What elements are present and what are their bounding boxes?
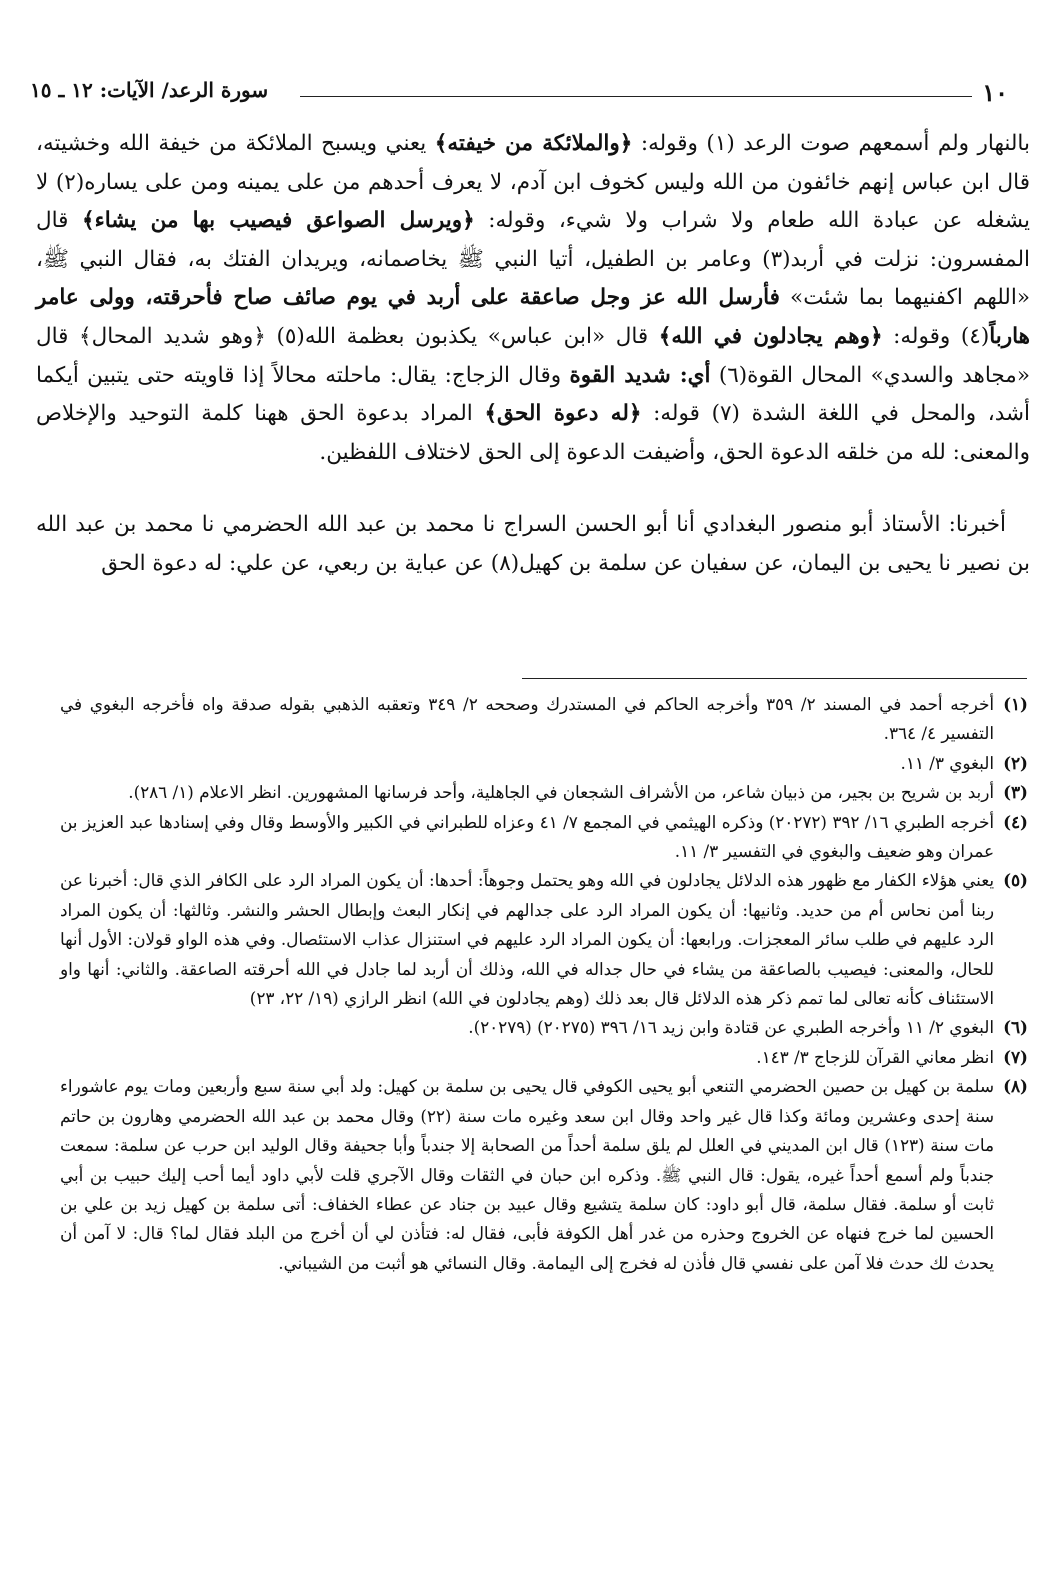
footnote-text: يعني هؤلاء الكفار مع ظهور هذه الدلائل يجادلون في الله وهو يحتمل وجوهاً: أحدها: أن يكون المراد الرد على الكافر الذي قال: أخبرنا عن ربنا أمن نحاس أم من حديد. وثانيها: أن يكون المراد الرد على جدالهم في إنكار البعث وإبطال الحشر والنشر. وثالثها: أن يكون المراد الرد عليهم في طلب سائر المعجزات. ورابعها: أن يكون المراد الرد عليهم في استنزال عذاب الاستئصال. وفي هذه الواو قولان: الأول أنها للحال، والمعنى: فيصيب بالصاعقة من يشاء في حال جداله في الله، وذلك أن أربد لما جادل في الله أحرقته الصاعقة. والثاني: أنها واو الاستئناف كأنه تعالى لما تمم ذكر هذه الدلائل قال بعد ذلك (وهم يجادلون في الله) انظر الرازي (١٩/ ٢٢، ٢٣) bbox=[60, 870, 994, 1009]
text-segment: بالنهار ولم أسمعهم صوت الرعد bbox=[734, 131, 1030, 156]
footnote bbox=[60, 749, 1028, 778]
bold-segment: ﴿له دعوة الحق﴾ bbox=[484, 401, 642, 427]
footnote-text: سلمة بن كهيل بن حصين الحضرمي التنعي أبو يحيى الكوفي قال يحيى بن سلمة بن كهيل: ولد أبي سنة سبع وأربعين ومات يوم عاشوراء سنة إحدى وعشرين ومائة وكذا قال غير واحد وقال ابن سعد وغيره مات سنة (٢٢) وقال محمد بن عبد الله الحضرمي وهارون بن حاتم مات سنة (١٢٣) قال ابن المديني في العلل لم يلق سلمة أحداً من الصحابة إلا جندباً وأبا جحيفة وقال الوليد ابن حرب عن سلمة: سمعت جندباً ولم أسمع أحداً غيره، يقول: قال النبي ﷺ. وذكره ابن حبان في الثقات وقال الآجري قلت لأبي داود أيما أحب إليك حبيب بن أبي ثابت أو سلمة. فقال سلمة، قال أبو داود: كان سلمة يتشيع وقال عبيد بن جناد عن عطاء الخفاف: أتى سلمة بن كهيل زيد بن علي بن الحسين لما خرج فنهاه عن الخروج وحذره من غدر أهل الكوفة فأبى، فقال له: فتأذن لي أن أخرج من البلد فقال لما؟ قال: لا آمن أن يحدث لك حدث فلا آمن على نفسي قال فأذن له فخرج إلى اليمامة. وقال النسائي هو أثبت من الشيباني. bbox=[60, 1076, 994, 1273]
bold-segment: ﴿وهم يجادلون في الله﴾ bbox=[658, 323, 883, 349]
text-segment: لا يشغله عن عبادة الله طعام ولا شراب ولا شيء، وقوله: bbox=[36, 169, 1030, 234]
text-segment: (٣) bbox=[762, 246, 791, 272]
text-segment: يعني ويسبح الملائكة من خيفة الله وخشيته، قال ابن عباس إنهم خائفون من الله وليس كخوف ابن آدم، لا يعرف أحدهم من على يمينه ومن على يساره bbox=[36, 131, 1030, 195]
page-number: ١٠ bbox=[982, 78, 1008, 107]
footnote-separator bbox=[522, 678, 1027, 679]
text-segment: قال المفسرون: نزلت في أربد bbox=[36, 208, 1030, 272]
footnote-number: (٧) bbox=[1003, 1046, 1028, 1067]
page-header bbox=[30, 78, 1020, 108]
footnote-number: (٤) bbox=[1003, 811, 1028, 832]
footnote-number: (٣) bbox=[1003, 782, 1028, 803]
text-segment: المراد بدعوة الحق ههنا كلمة التوحيد والإخلاص والمعنى: لله من خلقه الدعوة الحق، وأضيفت الدعوة إلى الحق لاختلاف اللفظين. bbox=[36, 401, 1030, 465]
bold-segment: ﴿ويرسل الصواعق فيصيب بها من يشاء﴾ bbox=[81, 208, 475, 234]
footnote bbox=[60, 1043, 1028, 1072]
text-segment: (٧) bbox=[711, 401, 740, 427]
main-text bbox=[36, 125, 1030, 584]
text-segment: (٥) bbox=[276, 323, 305, 349]
text-segment: (٤) bbox=[960, 323, 990, 349]
text-segment: وقال الزجاج: يقال: ماحلته محالاً إذا قاويته حتى يتبين أيكما أشد، والمحل في اللغة الشدة bbox=[36, 362, 1031, 427]
footnote bbox=[60, 1013, 1028, 1042]
bold-segment: أي: شديد القوة bbox=[569, 362, 711, 388]
text-segment: أخبرنا: الأستاذ أبو منصور البغدادي أنا أبو الحسن السراج نا محمد بن عبد الله الحضرمي نا محمد بن عبد الله بن نصير نا يحيى بن اليمان، عن سفيان عن سلمة بن كهيل bbox=[36, 512, 1030, 576]
footnote-text: أربد بن شريح بن بجير، من ذبيان شاعر، من الأشراف الشجعان في الجاهلية، وأحد فرسانها المشهورين. انظر الاعلام (١/ ٢٨٦). bbox=[128, 782, 994, 803]
text-segment: (١) bbox=[706, 131, 735, 156]
text-segment: وقوله: bbox=[882, 323, 961, 349]
text-segment: وعامر بن الطفيل، أتيا النبي ﷺ يخاصمانه، ويريدان الفتك به، فقال النبي ﷺ، «اللهم اكفنيهما بما شئت» bbox=[36, 246, 1030, 311]
footnote-text: أخرجه أحمد في المسند ٢/ ٣٥٩ وأخرجه الحاكم في المستدرك وصححه ٢/ ٣٤٩ وتعقبه الذهبي بقوله صدقة واه فأخرجه البغوي في التفسير ٤/ ٣٦٤. bbox=[60, 694, 994, 744]
text-segment: قال «ابن عباس» يكذبون بعظمة الله bbox=[304, 323, 659, 349]
footnote bbox=[60, 866, 1028, 1013]
header-rule bbox=[300, 96, 972, 97]
text-segment: (٦) bbox=[718, 362, 748, 388]
footnote-text: البغوي ٣/ ١١. bbox=[900, 752, 994, 773]
footnote bbox=[60, 808, 1028, 867]
footnote-number: (٢) bbox=[1003, 752, 1028, 773]
footnote-number: (٨) bbox=[1003, 1076, 1028, 1097]
footnote-text: أخرجه الطبري ١٦/ ٣٩٢ (٢٠٢٧٢) وذكره الهيثمي في المجمع ٧/ ٤١ وعزاه للطبراني في الكبير والأوسط وقال وفي إسنادها عبد العزيز بن عمران وهو ضعيف والبغوي في التفسير ٣/ ١١. bbox=[60, 811, 994, 862]
footnote-number: (٥) bbox=[1003, 870, 1028, 891]
running-title: سورة الرعد/ الآيات: ١٢ ـ ١٥ bbox=[30, 78, 269, 102]
footnote-number: (١) bbox=[1003, 694, 1028, 714]
text-segment: قوله: bbox=[641, 401, 712, 427]
footnote-number: (٦) bbox=[1003, 1017, 1028, 1038]
text-segment bbox=[710, 363, 718, 388]
bold-segment: ﴿والملائكة من خيفته﴾ bbox=[434, 131, 633, 156]
footnote bbox=[60, 1072, 1028, 1278]
text-segment: ﴿وهو شديد المحال﴾ قال «مجاهد والسدي» المحال القوة bbox=[36, 323, 1030, 388]
footnote bbox=[60, 690, 1028, 749]
footnotes-section bbox=[60, 690, 1028, 1278]
paragraph-commentary bbox=[36, 125, 1030, 472]
bold-segment: فأرسل الله عز وجل صاعقة على أربد في يوم صائف صاح فأحرقته، وولى عامر هارباً bbox=[36, 285, 1031, 349]
text-segment: (٢) bbox=[55, 169, 85, 195]
text-segment: وقوله: bbox=[632, 131, 707, 156]
text-segment: عن عباية بن ربعي، عن علي: له دعوة الحق bbox=[101, 550, 491, 576]
text-segment: (٨) bbox=[490, 550, 520, 576]
paragraph-isnad bbox=[36, 506, 1030, 583]
footnote-text: البغوي ٢/ ١١ وأخرجه الطبري عن قتادة وابن زيد ١٦/ ٣٩٦ (٢٠٢٧٥) (٢٠٢٧٩). bbox=[468, 1017, 994, 1038]
footnote-text: انظر معاني القرآن للزجاج ٣/ ١٤٣. bbox=[756, 1046, 994, 1067]
footnote bbox=[60, 778, 1028, 807]
